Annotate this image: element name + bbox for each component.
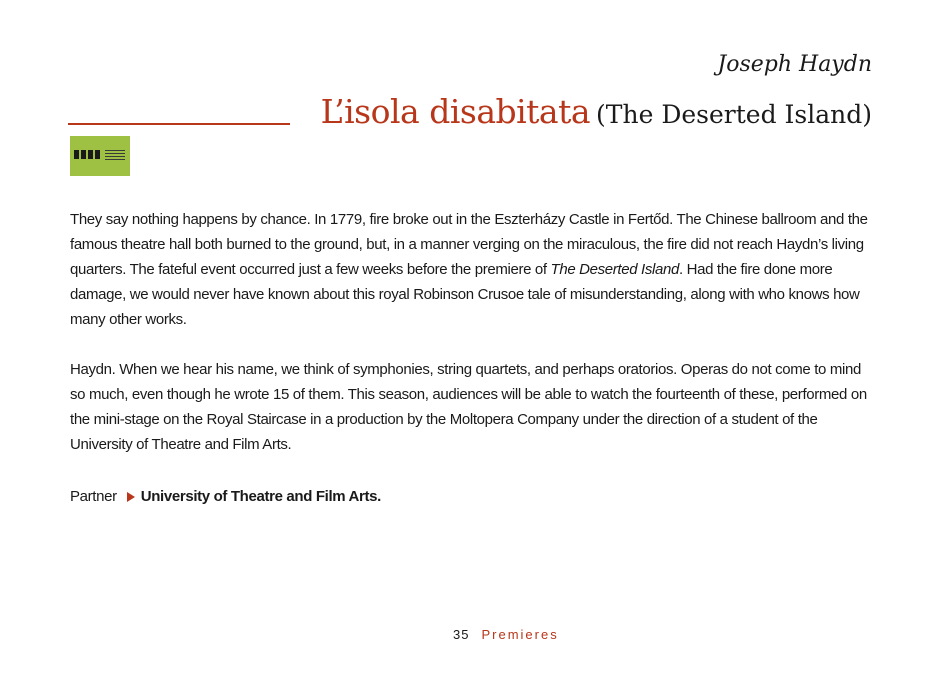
paragraph-1 <box>70 207 870 332</box>
university-logo-icon <box>70 136 130 176</box>
partner-line <box>70 486 381 508</box>
opera-title: L’isola disabitata <box>320 92 591 131</box>
partner-name: University of Theatre and Film Arts. <box>140 488 381 505</box>
logo-mark <box>74 150 102 159</box>
title-row <box>321 92 872 131</box>
section-name: Premieres <box>481 627 559 642</box>
triangle-right-icon <box>127 492 135 502</box>
work-title-italic: The Deserted Island <box>550 261 679 278</box>
article-body <box>70 207 870 482</box>
partner-label: Partner <box>70 488 117 505</box>
page-number: 35 <box>453 627 470 642</box>
paragraph-1-text-start: They say nothing happens by chance. In 1779, fire broke out in the Eszterházy Castle in Fertőd. The Chinese ballroom and the famous theatre hall both burned to the ground, but, in a manner verging on the miraculous, the fire did not reach Haydn’s living quarters. The fateful event occurred just a few weeks before the premiere of <box>70 211 868 278</box>
composer-name: Joseph Haydn <box>717 52 872 77</box>
logo-text-lines <box>105 150 125 160</box>
paragraph-2: Haydn. When we hear his name, we think of symphonies, string quartets, and perhaps oratorios. Operas do not come to mind so much, even though he wrote 15 of them. This season, audiences will be able to watch the fourteenth of these, performed on the mini-stage on the Royal Staircase in a production by the Moltopera Company under the direction of a student of the University of Theatre and Film Arts. <box>70 361 867 453</box>
paragraph-1-text-end: . Had the fire done more damage, we would never have known about this royal Robinson Crusoe tale of misunderstanding, along with who knows how many other works. <box>70 261 860 328</box>
title-rule <box>68 123 290 125</box>
page-footer <box>453 627 559 642</box>
opera-subtitle: (The Deserted Island) <box>596 100 872 129</box>
